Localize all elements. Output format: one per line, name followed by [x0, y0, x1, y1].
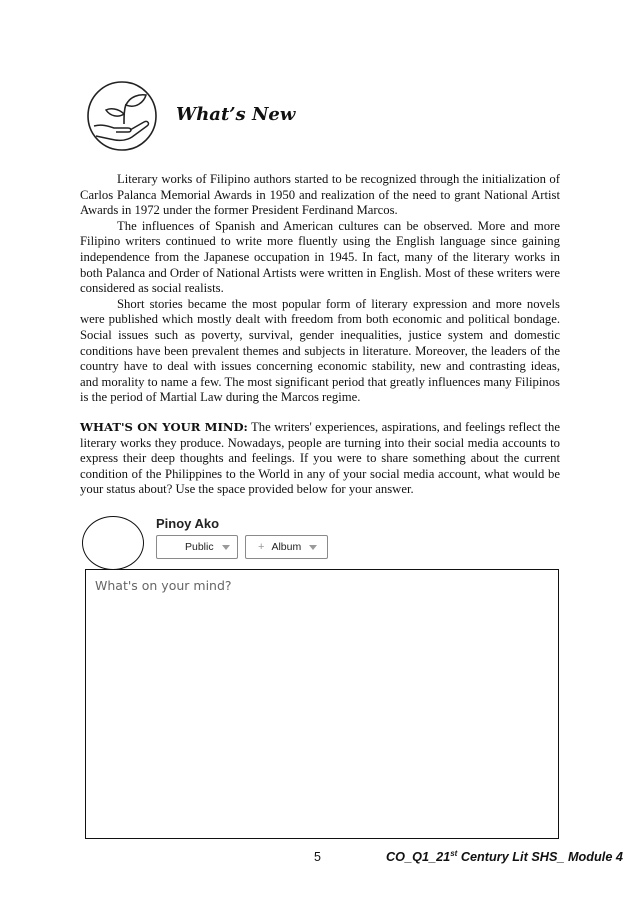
status-input[interactable]: [85, 569, 559, 839]
privacy-dropdown[interactable]: [156, 535, 238, 559]
avatar: [82, 516, 144, 570]
plus-icon: +: [258, 541, 265, 553]
paragraph-2: The influences of Spanish and American cultures can be observed. More and more Filipino writers continued to write more fluently using the English language since gaining independence from the Japanese occupation in 1945. In fact, many of the literary works in both Palanca and Order of National Artists were written in English. Most of these writers were considered as social realists.: [80, 218, 560, 296]
page-number: 5: [314, 850, 321, 864]
activity-prompt: [80, 420, 560, 498]
paragraph-3: Short stories became the most popular form of literary expression and more novels were published which mostly dealt with freedom from both economic and political bondage. Social issues such as poverty, survival, gender inequalities, justice system and domestic conditions have been prevalent themes and subjects in literature. Moreover, the leaders of the country have to deal with issues concerning economic stability, new and contrasting ideas, and morality to name a few. The most significant period that greatly influences many Filipinos is the period of Martial Law during the Marcos regime.: [80, 296, 560, 405]
privacy-label: Public: [185, 541, 214, 553]
footer-label: CO_Q1_21st Century Lit SHS_ Module 4: [386, 849, 623, 865]
album-label: Album: [271, 541, 302, 553]
activity-lead: WHAT'S ON YOUR MIND:: [80, 420, 248, 434]
user-name: Pinoy Ako: [156, 516, 220, 531]
activity-instructions: The writers' experiences, aspirations, and feelings reflect the literary works they produce. Nowadays, people are turning into their social media accounts to express their deep thoughts and feelings. If you were to share something about the current condition of the Philippines to the World in any of your social media account, what would be your status about? Use the space provided below for your answer.: [80, 420, 560, 497]
chevron-down-icon: [222, 545, 230, 550]
section-title: What’s New: [176, 104, 296, 125]
seedling-hand-icon: [86, 80, 158, 152]
album-dropdown[interactable]: [245, 535, 328, 559]
paragraph-1: Literary works of Filipino authors started to be recognized through the initialization of Carlos Palanca Memorial Awards in 1950 and realization of the need to grant National Artist Awards in 1972 under the former President Ferdinand Marcos.: [80, 172, 560, 218]
status-placeholder: What's on your mind?: [95, 578, 232, 593]
body-text: [80, 172, 560, 406]
chevron-down-icon: [309, 545, 317, 550]
